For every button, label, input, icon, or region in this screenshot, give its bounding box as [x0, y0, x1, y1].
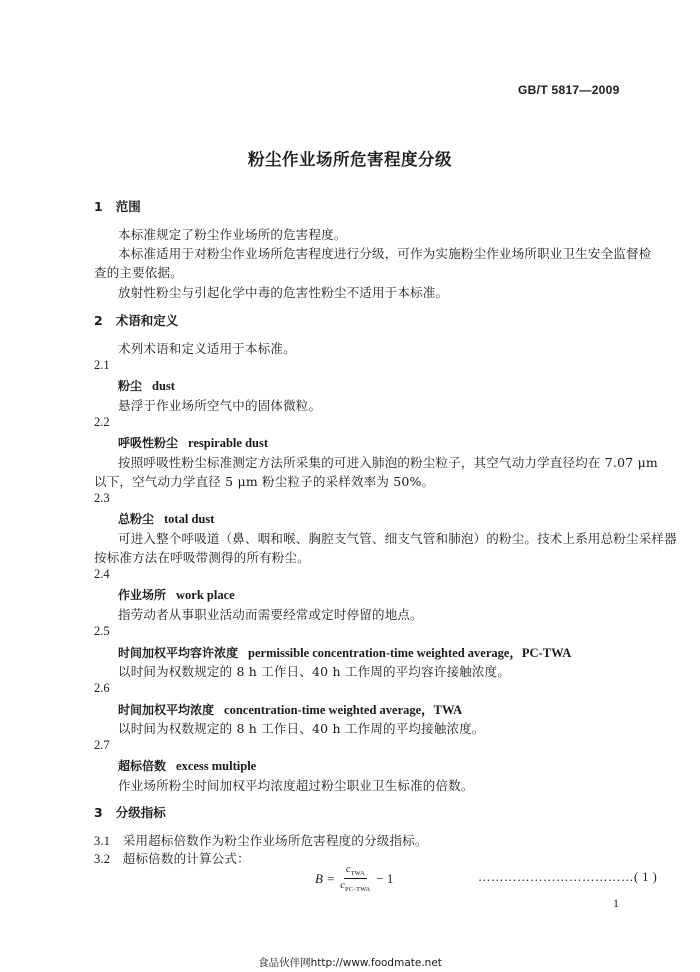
formula-tail: − 1 — [376, 870, 394, 886]
term-heading — [118, 586, 235, 603]
section-title: 范围 — [115, 199, 141, 214]
definition: 悬浮于作业场所空气中的固体微粒。 — [118, 398, 322, 413]
clause-number: 2.6 — [94, 681, 110, 695]
term-en: concentration-time weighted average，TWA — [224, 703, 463, 717]
clause-text: 采用超标倍数作为粉尘作业场所危害程度的分级指标。 — [122, 833, 428, 848]
term-cn: 超标倍数 — [118, 759, 167, 773]
term-cn: 作业场所 — [118, 588, 167, 602]
footer-watermark: 食品伙伴网http://www.foodmate.net — [258, 957, 442, 969]
term-en: permissible concentration-time weighted average，PC-TWA — [248, 646, 572, 660]
term-heading — [118, 700, 462, 718]
section-2-heading — [94, 311, 178, 329]
clause-number: 2.2 — [94, 415, 110, 429]
clause-number: 2.7 — [94, 738, 110, 752]
paragraph: 放射性粉尘与引起化学中毒的危害性粉尘不适用于本标准。 — [118, 285, 449, 300]
definition-continuation: 以下，空气动力学直径 5 μm 粉尘粒子的采样效率为 50%。 — [94, 474, 435, 489]
definition: 作业场所粉尘时间加权平均浓度超过粉尘职业卫生标准的倍数。 — [118, 778, 474, 793]
formula-lhs: B — [315, 870, 323, 886]
term-en: respirable dust — [188, 436, 269, 450]
term-heading — [118, 434, 268, 451]
section-3-heading — [94, 803, 166, 821]
definition: 以时间为权数规定的 8 h 工作日、40 h 工作周的平均接触浓度。 — [118, 721, 485, 736]
clause-number: 3.2 — [94, 852, 111, 866]
definition: 可进入整个呼吸道（鼻、咽和喉、胸腔支气管、细支气管和肺泡）的粉尘。技术上系用总粉尘采样器 — [118, 531, 677, 546]
clause-number: 2.3 — [94, 491, 110, 505]
clause-number: 2.4 — [94, 567, 110, 581]
clause-number: 3.1 — [94, 834, 111, 848]
definition: 指劳动者从事职业活动而需要经常或定时停留的地点。 — [118, 607, 423, 622]
standard-code: GB/T 5817—2009 — [518, 83, 620, 97]
paragraph: 本标准适用于对粉尘作业场所危害程度进行分级，可作为实施粉尘作业场所职业卫生安全监督检 — [118, 246, 652, 261]
term-cn: 呼吸性粉尘 — [118, 436, 179, 450]
clause-number: 2.1 — [94, 358, 110, 372]
section-1-heading — [94, 197, 141, 215]
term-heading — [118, 510, 214, 527]
page-title: 粉尘作业场所危害程度分级 — [248, 150, 452, 169]
term-en: excess multiple — [176, 759, 257, 773]
definition: 以时间为权数规定的 8 h 工作日、40 h 工作周的平均容许接触浓度。 — [118, 664, 511, 679]
clause-text: 超标倍数的计算公式： — [122, 851, 250, 866]
term-en: work place — [176, 588, 235, 602]
term-heading — [118, 757, 256, 774]
term-heading — [118, 643, 571, 661]
page-number: 1 — [613, 896, 619, 910]
term-cn: 时间加权平均容许浓度 — [118, 646, 239, 660]
section-title: 术语和定义 — [115, 313, 179, 328]
paragraph: 术列术语和定义适用于本标准。 — [118, 341, 296, 356]
formula-denominator: $c_{PC-TWA}$ — [340, 880, 371, 894]
section-number: 2 — [94, 313, 103, 328]
term-heading — [118, 377, 175, 394]
formula-numerator: $c_{TWA}$ — [345, 864, 365, 878]
section-title: 分级指标 — [115, 805, 166, 820]
clause — [94, 831, 428, 849]
formula-fraction — [340, 864, 370, 893]
formula-leader: ……………………………… — [478, 870, 634, 884]
term-cn: 粉尘 — [118, 379, 143, 393]
paragraph: 本标准规定了粉尘作业场所的危害程度。 — [118, 227, 347, 242]
section-number: 3 — [94, 805, 103, 820]
formula-equals: = — [326, 870, 335, 886]
term-cn: 时间加权平均浓度 — [118, 703, 215, 717]
clause — [94, 849, 250, 867]
paragraph-continuation: 查的主要依据。 — [94, 265, 183, 280]
formula-number — [478, 870, 657, 885]
term-en: total dust — [164, 512, 215, 526]
clause-number: 2.5 — [94, 624, 110, 638]
definition: 按照呼吸性粉尘标准测定方法所采集的可进入肺泡的粉尘粒子，其空气动力学直径均在 7.07 μm — [118, 455, 658, 470]
term-en: dust — [152, 379, 175, 393]
formula-number-label: ( 1 ) — [634, 870, 658, 884]
term-cn: 总粉尘 — [118, 512, 155, 526]
formula — [315, 864, 393, 893]
definition-continuation: 按标准方法在呼吸带测得的所有粉尘。 — [94, 550, 310, 565]
section-number: 1 — [94, 199, 103, 214]
